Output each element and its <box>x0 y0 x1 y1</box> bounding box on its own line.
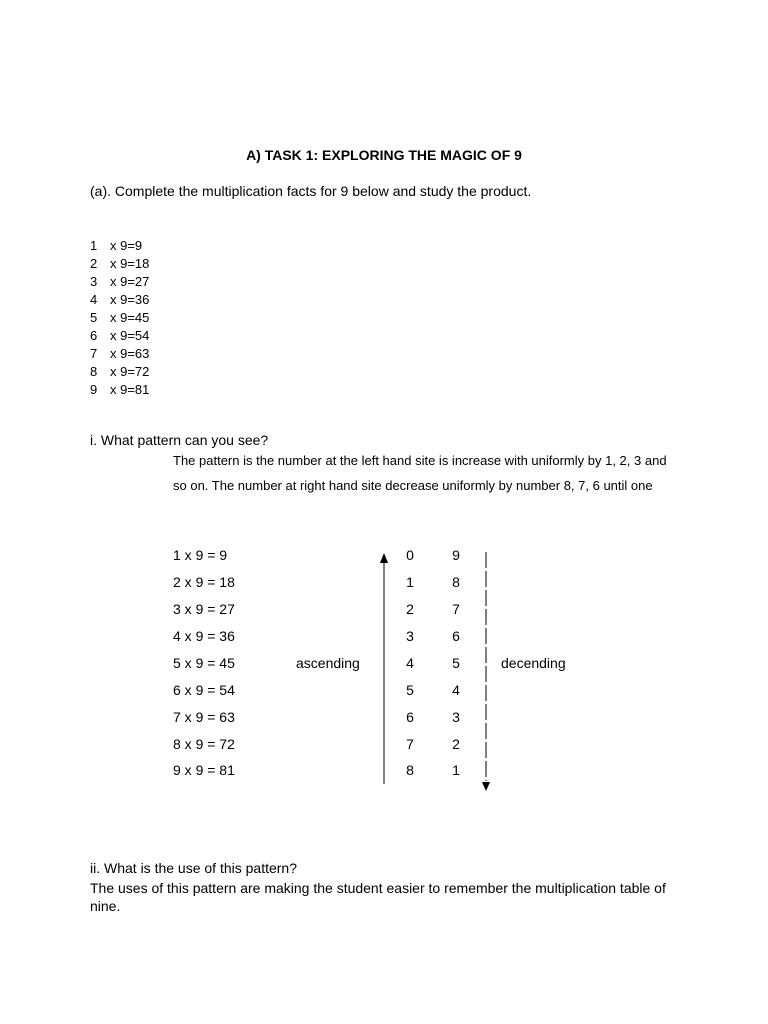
fact-number: 7 <box>90 346 98 361</box>
fact-expression: x 9=18 <box>110 256 150 271</box>
answer-2: The uses of this pattern are making the student easier to remember the multiplication table of nine. <box>90 880 666 914</box>
pattern-equation: 5 x 9 = 45 <box>173 655 235 671</box>
pattern-equation: 9 x 9 = 81 <box>173 762 235 778</box>
pattern-equation: 6 x 9 = 54 <box>173 682 235 698</box>
tens-digit: 0 <box>406 547 414 563</box>
units-digit: 3 <box>452 709 460 725</box>
tens-digit: 7 <box>406 736 414 752</box>
units-digit: 7 <box>452 601 460 617</box>
fact-number: 9 <box>90 382 98 397</box>
fact-number: 4 <box>90 292 98 307</box>
fact-expression: x 9=45 <box>110 310 150 325</box>
pattern-equation: 7 x 9 = 63 <box>173 709 235 725</box>
task-instruction: (a). Complete the multiplication facts for 9 below and study the product. <box>90 183 532 199</box>
fact-number: 8 <box>90 364 98 379</box>
units-digit: 4 <box>452 682 460 698</box>
ascending-label: ascending <box>296 655 360 671</box>
pattern-equation: 8 x 9 = 72 <box>173 736 235 752</box>
ascending-arrow-icon <box>380 553 388 563</box>
tens-digit: 4 <box>406 655 414 671</box>
fact-expression: x 9=36 <box>110 292 150 307</box>
units-digit: 9 <box>452 547 460 563</box>
pattern-equation: 3 x 9 = 27 <box>173 601 235 617</box>
descending-arrow-icon <box>482 782 490 791</box>
units-digit: 5 <box>452 655 460 671</box>
question-1: i. What pattern can you see? <box>90 432 269 448</box>
fact-expression: x 9=9 <box>110 238 143 253</box>
units-digit: 1 <box>452 762 460 778</box>
pattern-equation: 2 x 9 = 18 <box>173 574 235 590</box>
question-2: ii. What is the use of this pattern? <box>90 860 297 876</box>
fact-expression: x 9=63 <box>110 346 150 361</box>
fact-number: 3 <box>90 274 98 289</box>
tens-digit: 3 <box>406 628 414 644</box>
fact-number: 2 <box>90 256 98 271</box>
page-title: A) TASK 1: EXPLORING THE MAGIC OF 9 <box>246 147 522 163</box>
units-digit: 8 <box>452 574 460 590</box>
tens-digit: 1 <box>406 574 414 590</box>
pattern-equation: 4 x 9 = 36 <box>173 628 235 644</box>
fact-expression: x 9=72 <box>110 364 150 379</box>
tens-digit: 6 <box>406 709 414 725</box>
fact-number: 6 <box>90 328 98 343</box>
fact-number: 1 <box>90 238 98 253</box>
tens-digit: 2 <box>406 601 414 617</box>
descending-label: decending <box>501 655 566 671</box>
pattern-equation: 1 x 9 = 9 <box>173 547 228 563</box>
fact-number: 5 <box>90 310 98 325</box>
units-digit: 6 <box>452 628 460 644</box>
answer-1: The pattern is the number at the left hand site is increase with uniformly by 1, 2, 3 and so on. The number at right hand site decrease uniformly by number 8, 7, 6 until one <box>173 453 667 493</box>
fact-expression: x 9=81 <box>110 382 150 397</box>
fact-expression: x 9=54 <box>110 328 150 343</box>
units-digit: 2 <box>452 736 460 752</box>
tens-digit: 5 <box>406 682 414 698</box>
tens-digit: 8 <box>406 762 414 778</box>
fact-expression: x 9=27 <box>110 274 150 289</box>
